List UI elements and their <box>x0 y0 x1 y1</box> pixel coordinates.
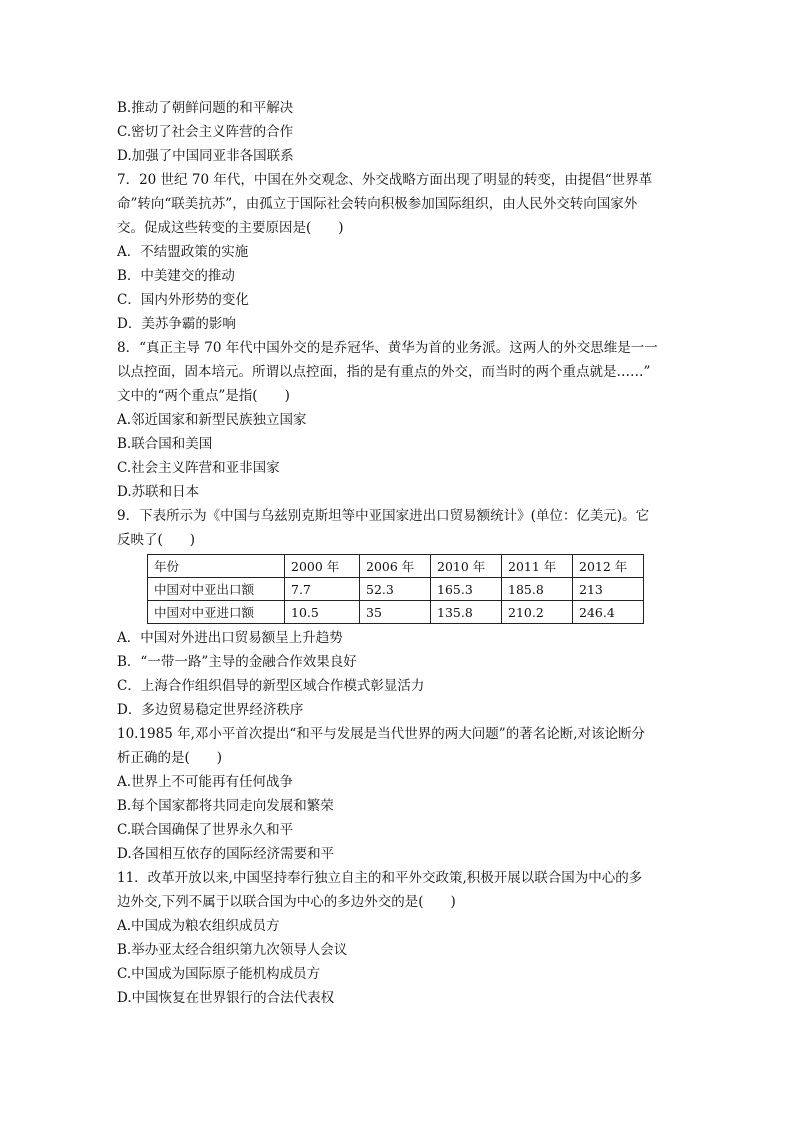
q7-option-d: D．美苏争霸的影响 <box>117 316 236 332</box>
table-row <box>148 601 644 624</box>
q7-stem-line-1: 7．20 世纪 70 年代，中国在外交观念、外交战略方面出现了明显的转变，由提倡“世界革 <box>117 172 653 188</box>
table-cell: 165.3 <box>431 578 502 601</box>
q8-option-b: B.联合国和美国 <box>117 436 213 452</box>
exam-page <box>117 96 682 1010</box>
q6-option-d: D.加强了中国同亚非各国联系 <box>117 148 294 164</box>
q7-stem-line-2: 命”转向“联美抗苏”，由孤立于国际社会转向积极参加国际组织，由人民外交转向国家外 <box>117 196 638 212</box>
q9-stem-line-1: 9．下表所示为《中国与乌兹别克斯坦等中亚国家进出口贸易额统计》(单位：亿美元)。它 <box>117 508 650 524</box>
table-cell: 135.8 <box>431 601 502 624</box>
table-cell: 185.8 <box>502 578 573 601</box>
q7-option-c: C．国内外形势的变化 <box>117 292 249 308</box>
q10-stem-line-2: 析正确的是( ) <box>117 750 223 766</box>
table-cell: 52.3 <box>360 578 431 601</box>
q9-stem-line-2: 反映了( ) <box>117 532 196 548</box>
q11-option-c: C.中国成为国际原子能机构成员方 <box>117 966 321 982</box>
table-header-cell: 2011 年 <box>502 555 573 578</box>
q11-stem-line-1: 11．改革开放以来,中国坚持奉行独立自主的和平外交政策,积极开展以联合国为中心的多 <box>117 870 643 886</box>
q6-option-b: B.推动了朝鲜问题的和平解决 <box>117 100 294 116</box>
q9-option-c: C．上海合作组织倡导的新型区域合作模式彰显活力 <box>117 678 425 694</box>
q10-option-c: C.联合国确保了世界永久和平 <box>117 822 294 838</box>
q11-option-d: D.中国恢复在世界银行的合法代表权 <box>117 990 335 1006</box>
table-header-cell: 2000 年 <box>285 555 360 578</box>
q9-option-a: A．中国对外进出口贸易额呈上升趋势 <box>117 630 343 646</box>
q8-option-c: C.社会主义阵营和亚非国家 <box>117 460 280 476</box>
q10-option-b: B.每个国家都将共同走向发展和繁荣 <box>117 798 334 814</box>
q8-stem-line-3: 文中的“两个重点”是指( ) <box>117 388 290 404</box>
table-cell: 246.4 <box>573 601 644 624</box>
q7-option-b: B．中美建交的推动 <box>117 268 235 284</box>
table-header-cell: 年份 <box>148 555 285 578</box>
q11-stem-line-2: 边外交,下列不属于以联合国为中心的多边外交的是( ) <box>117 894 456 910</box>
table-cell: 7.7 <box>285 578 360 601</box>
table-header-cell: 2010 年 <box>431 555 502 578</box>
table-cell: 10.5 <box>285 601 360 624</box>
q8-option-a: A.邻近国家和新型民族独立国家 <box>117 412 307 428</box>
q8-stem-line-1: 8．“真正主导 70 年代中国外交的是乔冠华、黄华为首的业务派。这两人的外交思维是一一 <box>117 340 658 356</box>
table-cell: 35 <box>360 601 431 624</box>
table-cell: 210.2 <box>502 601 573 624</box>
trade-table <box>147 554 644 624</box>
q8-stem-line-2: 以点控面，固本培元。所谓以点控面，指的是有重点的外交，而当时的两个重点就是……” <box>117 364 651 380</box>
q9-option-b: B．“一带一路”主导的金融合作效果良好 <box>117 654 357 670</box>
q7-option-a: A．不结盟政策的实施 <box>117 244 249 260</box>
q8-option-d: D.苏联和日本 <box>117 484 200 500</box>
q10-stem-line-1: 10.1985 年,邓小平首次提出“和平与发展是当代世界的两大问题”的著名论断,对该论断分 <box>117 726 646 742</box>
table-cell: 中国对中亚进口额 <box>148 601 285 624</box>
q11-option-a: A.中国成为粮农组织成员方 <box>117 918 280 934</box>
table-header-cell: 2006 年 <box>360 555 431 578</box>
q7-stem-line-3: 交。促成这些转变的主要原因是( ) <box>117 220 344 236</box>
q11-option-b: B.举办亚太经合组织第九次领导人会议 <box>117 942 348 958</box>
q10-option-d: D.各国相互依存的国际经济需要和平 <box>117 846 335 862</box>
table-header-row <box>148 555 644 578</box>
q10-option-a: A.世界上不可能再有任何战争 <box>117 774 294 790</box>
table-row <box>148 578 644 601</box>
q9-option-d: D．多边贸易稳定世界经济秩序 <box>117 702 304 718</box>
table-header-cell: 2012 年 <box>573 555 644 578</box>
q6-option-c: C.密切了社会主义阵营的合作 <box>117 124 294 140</box>
table-cell: 213 <box>573 578 644 601</box>
table-cell: 中国对中亚出口额 <box>148 578 285 601</box>
